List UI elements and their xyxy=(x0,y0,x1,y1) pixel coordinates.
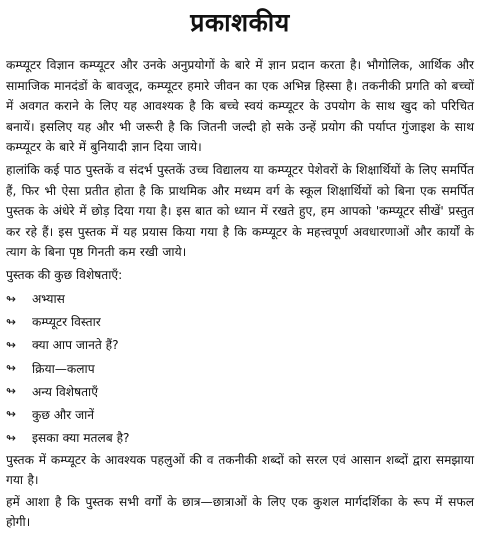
closing-paragraph-1: पुस्तक में कम्प्यूटर के आवश्यक पहलुओं की व तकनीकी शब्दों को सरल एवं आसान शब्दों द्वारा समझाया गया है। xyxy=(6,453,474,488)
feature-label: कुछ और जानें xyxy=(32,407,95,422)
closing-paragraph-2: हमें आशा है कि पुस्तक सभी वर्गों के छात्र—छात्राओं के लिए एक कुशल मार्गदर्शिका के रूप में सफल होगी। xyxy=(6,495,474,530)
list-item xyxy=(6,380,474,403)
curl-arrow-bullet-icon: ↬ xyxy=(6,407,17,422)
curl-arrow-bullet-icon: ↬ xyxy=(6,314,17,329)
feature-label: क्रिया—कलाप xyxy=(32,361,95,376)
curl-arrow-bullet-icon: ↬ xyxy=(6,291,17,306)
curl-arrow-bullet-icon: ↬ xyxy=(6,430,17,445)
features-heading: पुस्तक की कुछ विशेषताएँ: xyxy=(6,267,123,282)
feature-label: इसका क्या मतलब है? xyxy=(32,431,130,446)
feature-label: क्या आप जानते हैं? xyxy=(32,338,119,353)
intro-paragraph-2: हालांकि कई पाठ पुस्तकें व संदर्भ पुस्तकें उच्च विद्यालय या कम्प्यूटर पेशेवरों के शिक्षार्थियों के लिए समर्पित हैं, फिर भी ऐसा प्रतीत होता है कि प्राथमिक और मध्यम वर्ग के स्कूल शिक्षार्थियों को बिना एक समर्पित पुस्तक के अंधेरे में छोड़ दिया गया है। इस बात को ध्यान में रखते हुए, हम आपको 'कम्प्यूटर सीखें' प्रस्तुत कर रहे हैं। इस पुस्तक में यह प्रयास किया गया है कि कम्प्यूटर के महत्त्वपूर्ण अवधारणाओं और कार्यों के त्याग के बिना पृष्ठ गिनती कम रखी जाये। xyxy=(6,162,474,260)
feature-label: अन्य विशेषताएँ xyxy=(32,384,98,399)
list-item xyxy=(6,310,474,333)
page-title: प्रकाशकीय xyxy=(190,8,290,37)
feature-label: कम्प्यूटर विस्तार xyxy=(32,315,101,330)
list-item xyxy=(6,287,474,310)
curl-arrow-bullet-icon: ↬ xyxy=(6,337,17,352)
list-item xyxy=(6,426,474,449)
list-item xyxy=(6,333,474,356)
features-list xyxy=(6,287,474,449)
list-item xyxy=(6,403,474,426)
curl-arrow-bullet-icon: ↬ xyxy=(6,384,17,399)
curl-arrow-bullet-icon: ↬ xyxy=(6,361,17,376)
list-item xyxy=(6,357,474,380)
intro-paragraph-1: कम्प्यूटर विज्ञान कम्प्यूटर और उनके अनुप्रयोगों के बारे में ज्ञान प्रदान करता है। भौगोलिक, आर्थिक और सामाजिक मानदंडों के बावजूद, कम्प्यूटर हमारे जीवन का एक अभिन्न हिस्सा है। तकनीकी प्रगति को बच्चों में अवगत कराने के लिए यह आवश्यक है कि बच्चे स्वयं कम्प्यूटर के उपयोग के साथ खुद को परिचित बनायें। इसलिए यह और भी जरूरी है कि जितनी जल्दी हो सके उन्हें प्रयोग की पर्याप्त गुंजाइश के साथ कम्प्यूटर के बारे में बुनियादी ज्ञान दिया जाये। xyxy=(6,58,474,155)
feature-label: अभ्यास xyxy=(32,292,65,307)
